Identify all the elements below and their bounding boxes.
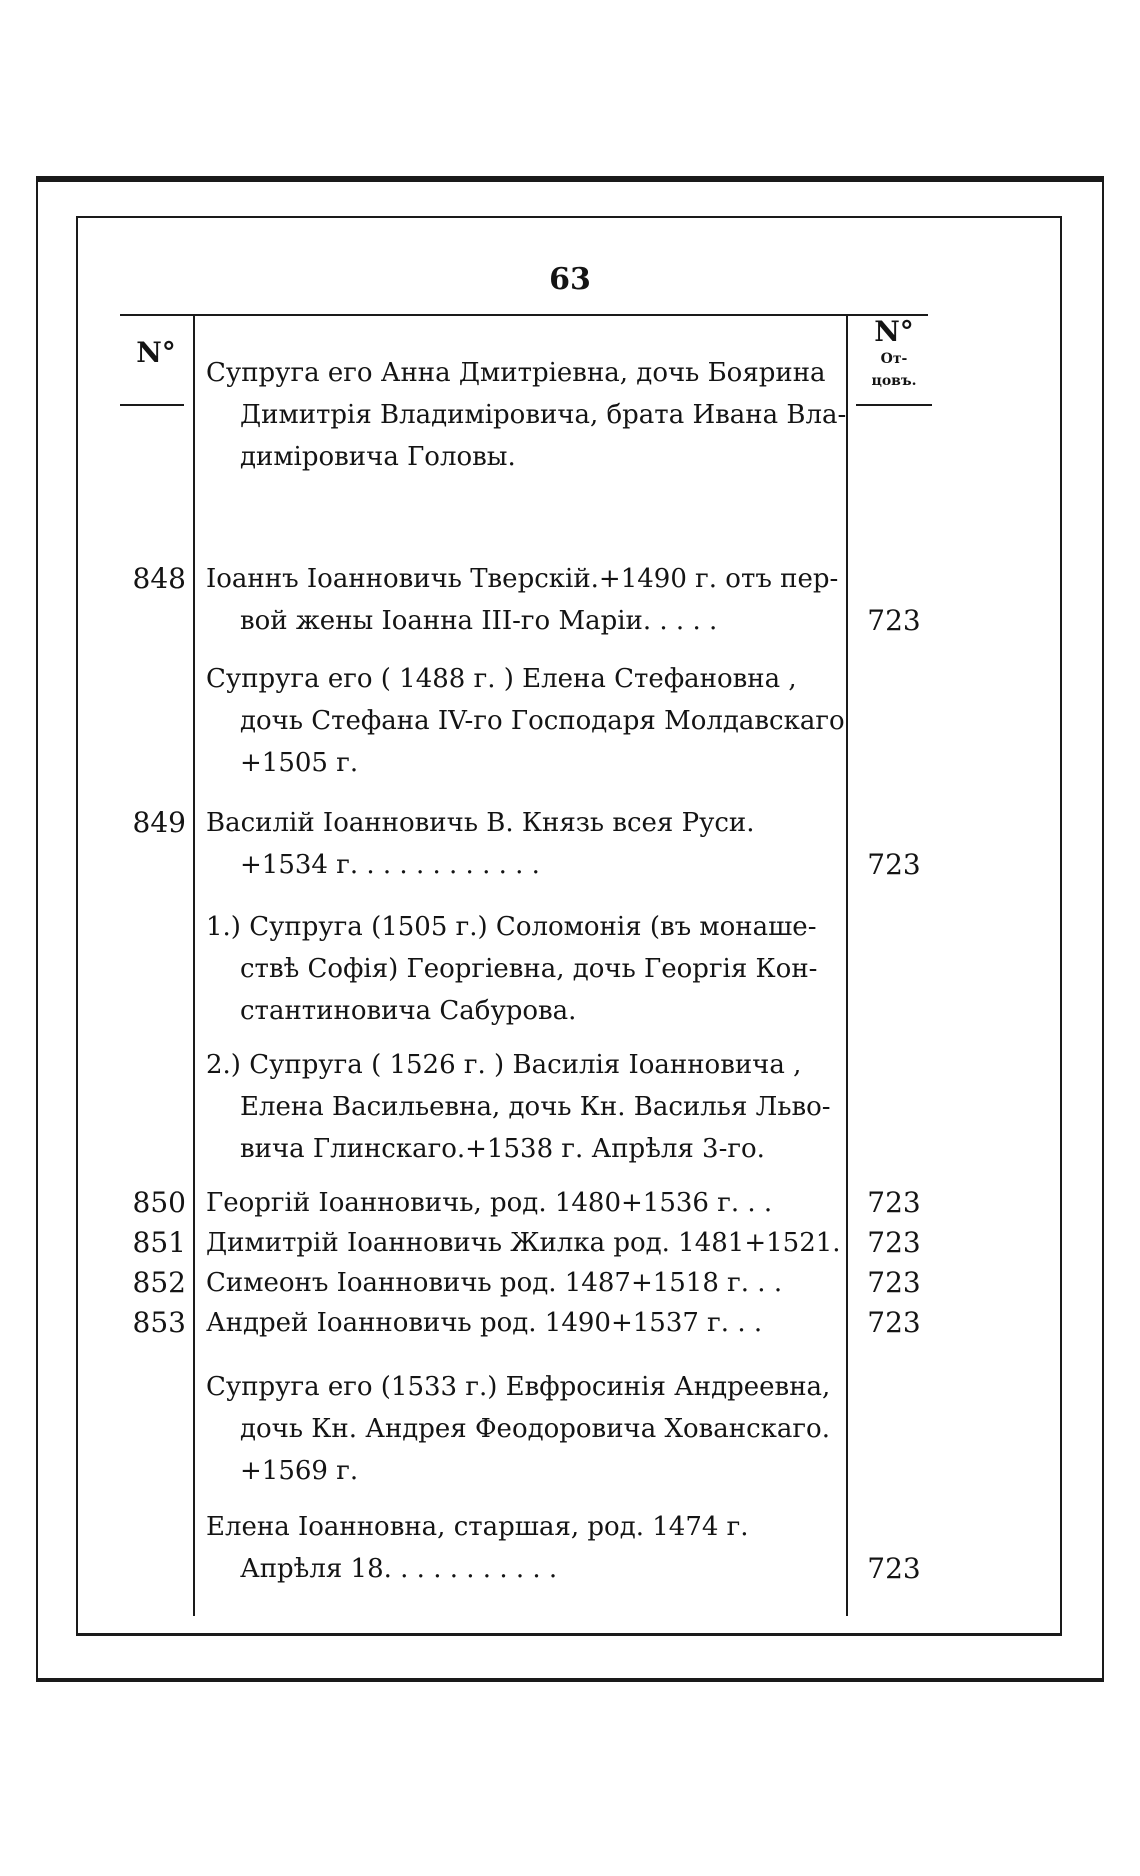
- entry-number: 849: [132, 806, 186, 839]
- entry-number: 851: [132, 1226, 186, 1259]
- entry-line: Супруга его ( 1488 г. ) Елена Стефановна ,: [206, 664, 797, 694]
- entry-line: Апрѣля 18. . . . . . . . . . .: [240, 1554, 558, 1584]
- entry-line: дочь Кн. Андрея Феодоровича Хованскаго.: [240, 1414, 830, 1444]
- entry-line: стантиновича Сабурова.: [240, 996, 577, 1026]
- number-column-header: N°: [136, 336, 176, 369]
- entry-text: [206, 802, 838, 886]
- father-reference: 723: [867, 1306, 921, 1339]
- entry-number: 852: [132, 1266, 186, 1299]
- fathers-header-number-sign: N°: [874, 315, 914, 348]
- entry-line: Димитрія Владиміровича, брата Ивана Вла-: [240, 400, 847, 430]
- entry-line: Василій Іоанновичь В. Князь всея Руси.: [206, 808, 755, 838]
- entry-line: Супруга его (1533 г.) Евфросинія Андреевна,: [206, 1372, 831, 1402]
- father-reference: 723: [867, 604, 921, 637]
- father-reference: 723: [867, 848, 921, 881]
- entry-text: [206, 658, 845, 784]
- father-reference: 723: [867, 1226, 921, 1259]
- entry-line: Іоаннъ Іоанновичь Тверскій.+1490 г. отъ пер-: [206, 564, 839, 594]
- entry-line: Елена Васильевна, дочь Кн. Василья Льво-: [240, 1092, 831, 1122]
- father-reference: 723: [867, 1186, 921, 1219]
- entry-number: 848: [132, 562, 186, 595]
- entry-line: +1505 г.: [240, 748, 359, 778]
- entry-line: Елена Іоанновна, старшая, род. 1474 г.: [206, 1512, 749, 1542]
- entry-text: [206, 1506, 838, 1590]
- entry-line: Симеонъ Іоанновичь род. 1487+1518 г. . .: [206, 1268, 783, 1298]
- entry-line: диміровича Головы.: [240, 442, 516, 472]
- entry-text: [206, 1222, 841, 1264]
- entry-line: 1.) Супруга (1505 г.) Соломонія (въ монаше-: [206, 912, 817, 942]
- entry-line: 2.) Супруга ( 1526 г. ) Василія Іоанновича ,: [206, 1050, 802, 1080]
- entry-line: +1534 г. . . . . . . . . . . .: [240, 850, 540, 880]
- entry-number: 853: [132, 1306, 186, 1339]
- page-number: 63: [549, 262, 591, 297]
- entry-text: [206, 1262, 838, 1304]
- entry-text: [206, 1044, 838, 1170]
- entry-line: Георгій Іоанновичь, род. 1480+1536 г. . .: [206, 1188, 773, 1218]
- entry-number: 850: [132, 1186, 186, 1219]
- entry-text: [206, 558, 838, 642]
- fathers-header-line-2: цовъ.: [871, 373, 917, 389]
- fathers-header-line-1: От-: [880, 351, 908, 367]
- entry-line: Димитрій Іоанновичь Жилка род. 1481+1521.: [206, 1228, 841, 1258]
- entry-line: Андрей Іоанновичь род. 1490+1537 г. . .: [206, 1308, 763, 1338]
- entry-text: [206, 352, 847, 478]
- father-reference: 723: [867, 1266, 921, 1299]
- entry-text: [206, 1302, 838, 1344]
- entry-line: ствѣ Софія) Георгіевна, дочь Георгія Кон-: [240, 954, 818, 984]
- entry-line: дочь Стефана IV-го Господаря Молдавскаго: [240, 706, 845, 736]
- entry-line: +1569 г.: [240, 1456, 359, 1486]
- entry-text: [206, 1182, 838, 1224]
- father-reference: 723: [867, 1552, 921, 1585]
- entry-line: вича Глинскаго.+1538 г. Апрѣля 3-го.: [240, 1134, 765, 1164]
- entry-line: Супруга его Анна Дмитріевна, дочь Боярина: [206, 358, 826, 388]
- entry-line: вой жены Іоанна III-го Маріи. . . . .: [240, 606, 718, 636]
- entry-text: [206, 1366, 838, 1492]
- entry-text: [206, 906, 838, 1032]
